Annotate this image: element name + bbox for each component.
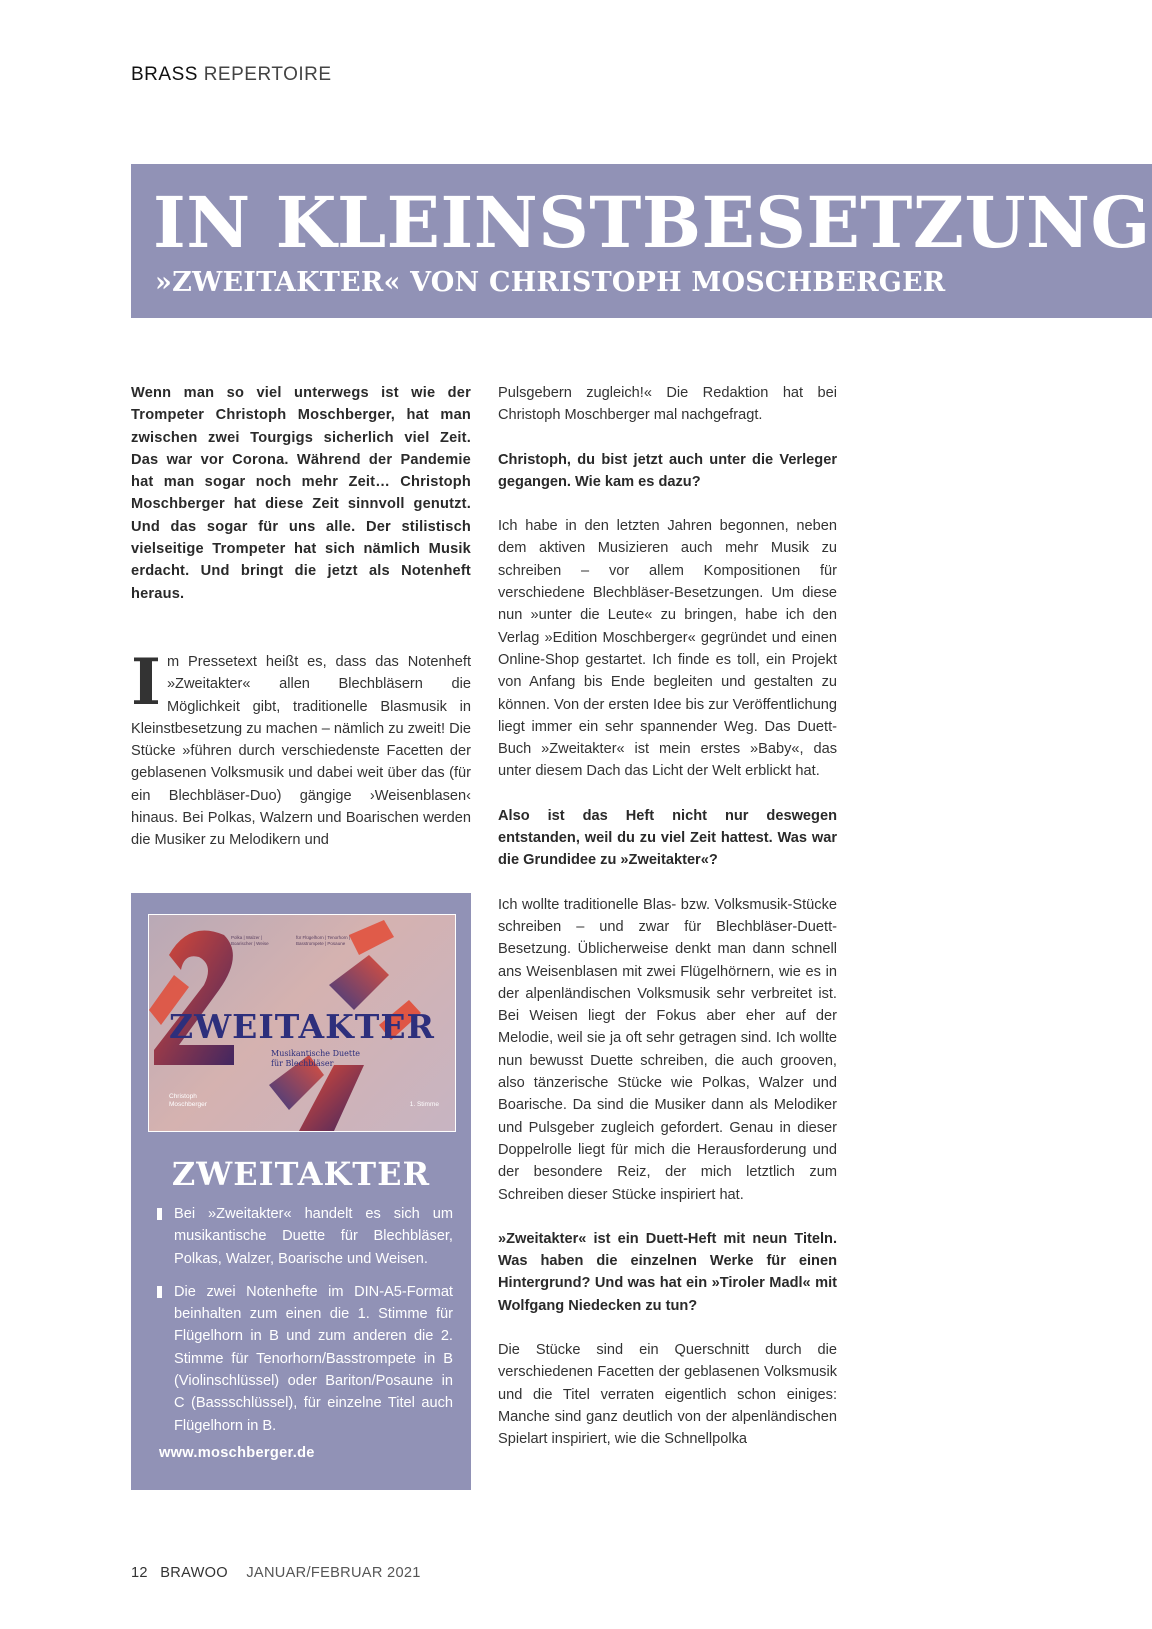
section-label [131,64,332,86]
cover-author: Christoph Moschberger [169,1093,207,1108]
website-link[interactable]: www.moschberger.de [159,1445,315,1461]
cover-subtitle: Musikantische Duette für Blechbläser [271,1049,361,1068]
question-2: Also ist das Heft nicht nur deswegen entstanden, weil du zu viel Zeit hattest. Was war die Grundidee zu »Zweitakter«? [498,807,837,869]
answer-3: Die Stücke sind ein Querschnitt durch die verschiedenen Facetten der geblasenen Volksmusik und die Titel verraten eigentlich schon einiges: Manche sind ganz deutlich von der alpenländischen Spielart inspiriert, wie die Schnellpolka [498,1341,837,1448]
page-number: 12 [131,1565,148,1581]
column-left [131,382,471,852]
magazine-name: BRAWOO [160,1565,228,1581]
info-box [131,893,471,1490]
issue-date: JANUAR/FEBRUAR 2021 [246,1565,421,1581]
cover-small-left: Polka | Walzer | Boarischer | Weise [231,935,269,946]
cover-small-right: für Flügelhorn | Tenorhorn | Basstrompete | Posaune [296,935,351,946]
list-item: Die zwei Notenhefte im DIN-A5-Format beinhalten zum einen die 1. Stimme für Flügelhorn in B und zum anderen die 2. Stimme für Tenorhorn/Basstrompete in B (Violinschlüssel) oder Bariton/Posaune in C (Bassschlüssel), für einzelne Titel auch Flügelhorn in B. [157,1281,453,1437]
title-band [131,164,1152,318]
answer-2: Ich wollte traditionelle Blas- bzw. Volksmusik-Stücke schreiben – und zwar für Blechbläser-Duett-Besetzung. Üblicherweise denkt man dann schnell ans Weisenblasen mit zwei Flügelhörnern, wie es in der alpenländischen Volksmusik sehr verbreitet ist. Bei Weisen liegt der Fokus aber eher auf der Melodie, weil sie ja oft sehr getragen sind. Ich wollte nun bewusst Duette schreiben, die auch grooven, also tänzerische Stücke wie Polkas, Walzer und Boarische. Da sind die Musiker dann als Melodiker und Pulsgeber zugleich gefordert. Genau in dieser Doppelrolle liegt für mich die Herausforderung und der besondere Reiz, der mich letztlich zum Schreiben dieser Stücke inspiriert hat. [498,896,837,1203]
question-3: »Zweitakter« ist ein Duett-Heft mit neun Titeln. Was haben die einzelnen Werke für einen Hintergrund? Und was hat ein »Tiroler Madl« mit Wolfgang Niedecken zu tun? [498,1230,837,1314]
book-cover-image [148,914,456,1132]
article-subtitle: »ZWEITAKTER« VON CHRISTOPH MOSCHBERGER [155,267,946,298]
intro-continuation: Pulsgebern zugleich!« Die Redaktion hat bei Christoph Moschberger mal nachgefragt. [498,385,837,424]
lead-paragraph: Wenn man so viel unterwegs ist wie der Trompeter Christoph Moschberger, hat man zwischen zwei Tourgigs sicherlich viel Zeit. Das war vor Corona. Während der Pandemie hat man sogar noch mehr Zeit… Christoph Moschberger hat diese Zeit sinnvoll genutzt. Und das sogar für uns alle. Der stilistisch vielseitige Trompeter hat sich nämlich Musik erdacht. Und bringt die jetzt als Notenheft heraus. [131,385,471,602]
list-item: Bei »Zweitakter« handelt es sich um musikantische Duette für Blechbläser, Polkas, Walzer, Boarische und Weisen. [157,1203,453,1270]
section-label-light: REPERTOIRE [203,64,332,85]
intro-paragraph [131,644,471,852]
page-footer [131,1565,421,1581]
info-box-title: ZWEITAKTER [171,1155,431,1193]
info-box-list [157,1203,453,1448]
question-1: Christoph, du bist jetzt auch unter die Verleger gegangen. Wie kam es dazu? [498,451,837,490]
article-title: IN KLEINSTBESETZUNG [153,181,1151,264]
cover-voice: 1. Stimme [409,1101,439,1108]
column-right [498,382,837,1450]
dropcap: I [131,644,161,720]
section-label-bold: BRASS [131,64,198,85]
answer-1: Ich habe in den letzten Jahren begonnen, neben dem aktiven Musizieren auch mehr Musik zu schreiben – vor allem Kompositionen für verschiedene Blechbläser-Besetzungen. Um diese nun »unter die Leute« zu bringen, habe ich den Verlag »Edition Moschberger« gegründet und einen Online-Shop gestartet. Ich finde es toll, ein Projekt von Anfang bis Ende begleiten und gestalten zu können. Von der ersten Idee bis zur Veröffentlichung liegt immer ein sehr spannender Weg. Das Duett-Buch »Zweitakter« ist mein erstes »Baby«, das unter diesem Dach das Licht der Welt erblickt hat. [498,518,837,780]
intro-text: m Pressetext heißt es, dass das Notenheft »Zweitakter« allen Blechbläsern die Möglichkeit gibt, traditionelle Blasmusik in Kleinstbesetzung zu machen – nämlich zu zweit! Die Stücke »führen durch verschiedenste Facetten der geblasenen Volksmusik und dabei weit über das (für ein Blechbläser-Duo) gängige ›Weisenblasen‹ hinaus. Bei Polkas, Walzern und Boarischen werden die Musiker zu Melodikern und [131,653,471,849]
cover-title: ZWEITAKTER [169,1007,435,1046]
